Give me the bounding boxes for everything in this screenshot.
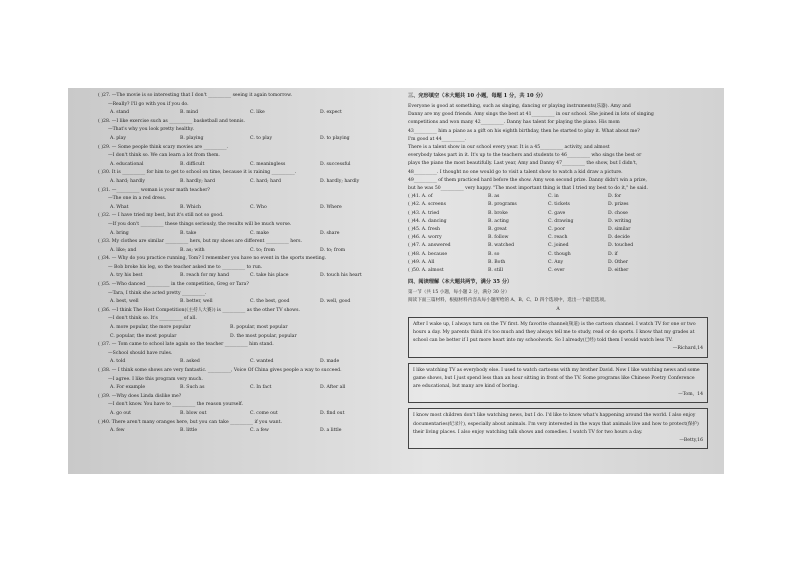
- answer-option[interactable]: C. Who: [250, 204, 267, 210]
- answer-option[interactable]: B. mind: [180, 110, 199, 116]
- cloze-option[interactable]: C. in: [548, 194, 559, 200]
- question-response: —That's why you look pretty healthy.: [108, 127, 194, 133]
- answer-option[interactable]: D. successful: [320, 161, 351, 167]
- cloze-option[interactable]: ( )48. A. because: [408, 251, 448, 257]
- cloze-line: I'm good at 44__________.: [408, 136, 467, 142]
- cloze-option[interactable]: B. follow: [488, 235, 509, 241]
- answer-option[interactable]: A. stand: [110, 110, 130, 116]
- answer-option[interactable]: A. few: [110, 428, 125, 434]
- reading-subtitle: 第一节（共 15 小题，每小题 2 分，满分 30 分）: [408, 290, 510, 296]
- cloze-line: Everyone is good at something, such as singing, dancing or playing instruments(乐器). Amy and: [408, 104, 631, 109]
- cloze-options: [408, 195, 708, 277]
- question-response: —I agree. I like this program very much.: [108, 376, 203, 382]
- reading-passage-box: [408, 317, 708, 358]
- cloze-option[interactable]: B. acting: [488, 218, 509, 224]
- cloze-option[interactable]: D. if: [608, 251, 618, 257]
- reading-passage-box: [408, 408, 708, 449]
- cloze-option[interactable]: ( )43. A. tried: [408, 210, 440, 216]
- cloze-option[interactable]: C. joined: [548, 243, 569, 249]
- question-stem: ( )33. My clothes are similar __________ hers, but my shoes are different __________ hers.: [98, 239, 302, 245]
- question-response: —If you don't __________ these things seriously, the results will be much worse.: [108, 221, 292, 227]
- answer-option[interactable]: B. playing: [180, 135, 204, 141]
- question-response: —Really? I'll go with you if you do.: [108, 101, 189, 107]
- cloze-option[interactable]: D. Other: [608, 259, 628, 265]
- cloze-option[interactable]: ( )47. A. answered: [408, 243, 451, 249]
- answer-option[interactable]: A. like; and: [110, 247, 137, 253]
- answer-option[interactable]: B. take: [180, 230, 197, 236]
- passage-signature: —Tom，14: [678, 392, 703, 398]
- cloze-line: 43__________ him a piano as a gift on his eighth birthday, then he started to play it. What about me?: [408, 128, 640, 134]
- reading-title: 四、阅读理解（本大题共两节，满分 35 分）: [408, 279, 513, 286]
- cloze-option[interactable]: B. Both: [488, 259, 506, 265]
- answer-option[interactable]: B. Which: [180, 204, 201, 210]
- question-response: —School should have rules.: [108, 350, 173, 356]
- cloze-option[interactable]: C. Any: [548, 259, 564, 265]
- question-stem: ( )31. —__________ woman is your math teacher?: [98, 187, 210, 193]
- cloze-option[interactable]: D. similar: [608, 226, 631, 232]
- answer-option[interactable]: B. Such as: [180, 385, 205, 391]
- cloze-option[interactable]: D. decide: [608, 235, 630, 241]
- question-stem: ( )40. There aren't many oranges here, but you can take __________ if you want.: [98, 419, 282, 425]
- answer-option[interactable]: C. a few: [250, 428, 269, 434]
- cloze-line: Danny are my good friends. Amy sings the best at 41__________ in our school. She joined in lots of singing: [408, 112, 654, 118]
- answer-option[interactable]: A. go out: [110, 410, 131, 416]
- cloze-option[interactable]: C. tickets: [548, 202, 570, 208]
- answer-option[interactable]: C. to play: [250, 135, 273, 141]
- cloze-option[interactable]: D. prizes: [608, 202, 629, 208]
- cloze-option[interactable]: ( )41. A. of: [408, 194, 433, 200]
- answer-option[interactable]: D. to playing: [320, 135, 350, 141]
- answer-option[interactable]: D. expect: [320, 110, 342, 116]
- answer-option[interactable]: C. meaningless: [250, 161, 286, 167]
- cloze-line: competitions and won many 42__________. Danny has talent for playing the piano. His mom: [408, 120, 620, 126]
- answer-option[interactable]: C. to; from: [250, 247, 275, 253]
- cloze-option[interactable]: ( )44. A. dancing: [408, 218, 447, 224]
- question-stem: ( )27. —The movie is so interesting that I don't __________ seeing it again tomorrow.: [98, 93, 293, 98]
- cloze-option[interactable]: C. though: [548, 251, 571, 257]
- answer-option[interactable]: C. hard; hard: [250, 178, 281, 184]
- cloze-line: There is a talent show in our school every year. It is a 45__________ activity, and almost: [408, 145, 610, 151]
- cloze-option[interactable]: B. as: [488, 194, 500, 200]
- cloze-option[interactable]: C. ever: [548, 267, 565, 273]
- answer-option[interactable]: C. make: [250, 230, 269, 236]
- cloze-option[interactable]: C. drawing: [548, 218, 574, 224]
- cloze-option[interactable]: ( )45. A. fresh: [408, 226, 440, 232]
- answer-option[interactable]: A. play: [110, 135, 126, 141]
- answer-option[interactable]: B. little: [180, 428, 198, 434]
- answer-option[interactable]: A. For example: [110, 385, 146, 391]
- answer-option[interactable]: D. the most popular, popular: [230, 333, 297, 339]
- answer-option[interactable]: A. hard; hardly: [110, 178, 145, 184]
- answer-option[interactable]: B. better, well: [180, 299, 213, 305]
- answer-option[interactable]: B. reach for my hand: [180, 273, 230, 279]
- reading-passage-box: [408, 363, 708, 404]
- answer-option[interactable]: C. the best, good: [250, 299, 290, 305]
- answer-option[interactable]: D. made: [320, 359, 340, 365]
- question-response: —I don't think so. It's __________ of all.: [108, 316, 197, 322]
- cloze-line: plays the piano the most beautifully. Last year, Amy and Danny 47__________ the show, but I didn't,: [408, 161, 638, 167]
- cloze-option[interactable]: ( )50. A. almost: [408, 267, 444, 273]
- passage-text: I like watching TV as everybody else. I used to watch cartoons with my brother David. Now I like watching news and some game shows, but I just spend less than an hour sitting in front of the TV. Some programs like Chinese Poetry Conference are educational, but many are kind of boring.: [413, 367, 700, 389]
- question-response: —I don't think so. We can learn a lot from them.: [108, 153, 220, 159]
- answer-option[interactable]: A. told: [110, 359, 126, 365]
- cloze-option-row: [408, 269, 708, 277]
- answer-option[interactable]: C. take his place: [250, 273, 289, 279]
- cloze-option[interactable]: D. writing: [608, 218, 632, 224]
- answer-option[interactable]: C. like: [250, 110, 265, 116]
- cloze-option[interactable]: B. broke: [488, 210, 508, 216]
- answer-option[interactable]: A. try his best: [110, 273, 143, 279]
- reading-passages: [408, 317, 708, 449]
- cloze-option[interactable]: ( )49. A. All: [408, 259, 435, 265]
- question-response: —I don't know. You have to __________ the reason yourself.: [108, 402, 243, 408]
- cloze-option[interactable]: D. touched: [608, 243, 634, 249]
- cloze-option[interactable]: B. watched: [488, 243, 515, 249]
- cloze-option[interactable]: C. gave: [548, 210, 566, 216]
- reading-instruction: 阅读下面三篇材料，根据材料内容从每小题所给的 A、B、C、D 四个选项中，选出一个最佳选项。: [408, 298, 609, 304]
- right-column: [408, 94, 708, 454]
- cloze-option[interactable]: D. chose: [608, 210, 628, 216]
- question-stem: ( )32. — I have tried my best, but it's still not so good.: [98, 213, 224, 219]
- answer-option[interactable]: A. educational: [110, 161, 144, 167]
- exam-photo: [68, 88, 724, 474]
- cloze-option[interactable]: C. reach: [548, 235, 568, 241]
- answer-option[interactable]: D. hardly; hardly: [320, 178, 360, 184]
- answer-option[interactable]: A. best, well: [110, 299, 139, 305]
- answer-option[interactable]: B. asked: [180, 359, 200, 365]
- answer-option[interactable]: D. a little: [320, 428, 342, 434]
- answer-option[interactable]: B. blow out: [180, 410, 207, 416]
- question-response: —Tara, I think she acted pretty __________.: [108, 290, 207, 296]
- cloze-option[interactable]: B. great: [488, 226, 507, 232]
- answer-option[interactable]: D. share: [320, 230, 340, 236]
- question-stem: ( )36. —I think The Host Competition(《主持人大赛》) is __________ as the other TV shows.: [98, 307, 300, 313]
- question-response: —The one in a red dress.: [108, 196, 167, 202]
- cloze-option[interactable]: D. either: [608, 267, 629, 273]
- cloze-option[interactable]: ( )42. A. screens: [408, 202, 446, 208]
- question-stem: ( )35. —Who danced __________ in the competition, Greg or Tara?: [98, 282, 249, 288]
- answer-option[interactable]: C. popular, the most popular: [110, 333, 177, 339]
- cloze-line: 49__________ of them practiced hard before the show. Amy won second prize. Danny didn't win a prize,: [408, 177, 647, 183]
- question-response: — Bob broke his leg, so the teacher asked me to __________ to run.: [108, 264, 263, 270]
- question-stem: ( )28. —I like exercise such as __________ basketball and tennis.: [98, 118, 246, 124]
- question-stem: ( )34. — Why do you practice running, Tom? I remember you have no event in the sports meeting.: [98, 256, 327, 262]
- question-stem: ( )39. —Why does Linda dislike me?: [98, 393, 182, 399]
- option-row: [98, 429, 398, 438]
- answer-option[interactable]: C. In fact: [250, 385, 272, 391]
- cloze-option[interactable]: ( )46. A. worry: [408, 235, 442, 241]
- cloze-line: 48__________. I thought no one would go to visit a talent show to watch a kid draw a picture.: [408, 169, 623, 175]
- cloze-line: but he was 50__________ very happy. "The most important thing is that I tried my best to do it," he said.: [408, 186, 648, 192]
- answer-option[interactable]: A. bring: [110, 230, 129, 236]
- cloze-option[interactable]: B. so: [488, 251, 500, 257]
- passage-label-a: A: [556, 306, 560, 312]
- answer-option[interactable]: B. hardly; hard: [180, 178, 216, 184]
- answer-option[interactable]: C. come out: [250, 410, 278, 416]
- passage-text: After I wake up, I always turn on the TV first. My favorite channel(频道) is the cartoon channel. I watch TV for one or two hours a day. My parents think it's too much and they always tell me to study, read or do sports. I know that my grades at school can be better if I put more heart into my schoolwork. So I already(已经) told them I would watch less TV.: [413, 321, 696, 344]
- cloze-line: everybody takes part in it. It's up to the teachers and students to 46__________ who sings the best or: [408, 153, 642, 159]
- answer-option[interactable]: D. to; from: [320, 247, 346, 253]
- answer-option[interactable]: D. touch his heart: [320, 273, 362, 279]
- question-stem: ( )29. — Some people think scary movies are __________.: [98, 144, 228, 150]
- cloze-title: 三、完形填空（本大题共 10 小题，每题 1 分，共 10 分）: [408, 93, 546, 99]
- answer-option[interactable]: B. as; with: [180, 247, 205, 253]
- cloze-option[interactable]: B. programs: [488, 202, 517, 208]
- question-stem: ( )38. — I think some shows are very fantastic. __________, Voice Of China gives people a way to succeed.: [98, 368, 342, 373]
- question-stem: ( )30. It is __________ for him to get to school on time, because it is raining __________.: [98, 170, 297, 176]
- passage-signature: —Betty,16: [679, 437, 703, 443]
- cloze-option[interactable]: C. poor: [548, 226, 565, 232]
- answer-option[interactable]: A. more popular, the more popular: [110, 325, 191, 331]
- answer-option[interactable]: A. What: [110, 204, 129, 210]
- answer-option[interactable]: B. difficult: [180, 161, 205, 167]
- answer-option[interactable]: D. find out: [320, 410, 345, 416]
- question-stem: ( )37. — Tom came to school late again so the teacher __________ him stand.: [98, 342, 274, 348]
- cloze-option[interactable]: B. still: [488, 267, 503, 273]
- cloze-option[interactable]: D. for: [608, 194, 622, 200]
- answer-option[interactable]: D. After all: [320, 385, 346, 391]
- answer-option[interactable]: B. popular, most popular: [230, 325, 288, 331]
- cloze-passage: [408, 103, 708, 193]
- passage-text: I know most children don't like watching news, but I do. I'd like to know what's happening around the world. I also enjoy documentaries(纪录片), especially about animals. I'm very interested in the ways that animals live and how to protect(保护) their living places. I also enjoy watching talk shows and comedies. I watch TV for two hours a day.: [413, 413, 699, 435]
- answer-option[interactable]: D. well, good: [320, 299, 351, 305]
- left-column: [98, 94, 398, 438]
- passage-signature: —Richard,14: [672, 346, 703, 352]
- answer-option[interactable]: D. Where: [320, 204, 342, 210]
- answer-option[interactable]: C. wanted: [250, 359, 274, 365]
